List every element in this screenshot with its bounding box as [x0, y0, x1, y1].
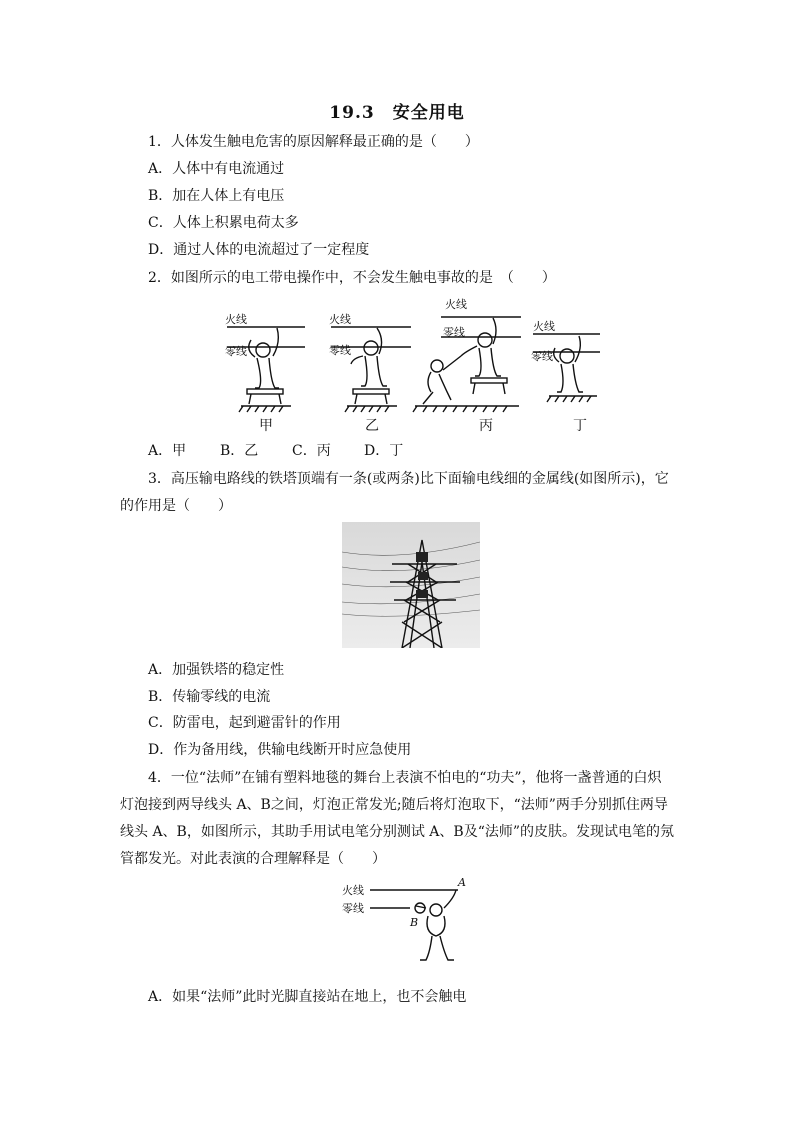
question-1-option-a[interactable]: A．人体中有电流通过: [148, 161, 285, 177]
label-jia: 甲: [259, 418, 273, 434]
magician-live-label: 火线: [342, 884, 364, 897]
bing-live-label: 火线: [445, 298, 467, 311]
question-2-option-a[interactable]: A．甲: [148, 443, 187, 459]
question-1-option-c[interactable]: C．人体上积累电荷太多: [148, 215, 299, 231]
question-1-option-d[interactable]: D．通过人体的电流超过了一定程度: [148, 242, 370, 258]
question-3-stem-line1: 3．高压输电路线的铁塔顶端有一条(或两条)比下面输电线细的金属线(如图所示)，它: [148, 471, 669, 487]
question-4-stem-line1: 4．一位“法师”在铺有塑料地毯的舞台上表演不怕电的“功夫”，他将一盏普通的白炽: [148, 770, 662, 786]
label-bing: 丙: [479, 418, 493, 434]
figure-bing: [413, 317, 521, 412]
question-1-stem: 1．人体发生触电危害的原因解释最正确的是（ ）: [148, 134, 479, 150]
question-3-option-d[interactable]: D．作为备用线，供输电线断开时应急使用: [148, 742, 412, 758]
question-2-option-d[interactable]: D．丁: [364, 443, 404, 459]
magician-neutral-label: 零线: [342, 902, 364, 915]
question-4-stem-line2: 灯泡接到两导线头 A、B之间，灯泡正常发光;随后将灯泡取下，“法师”两手分别抓住两导: [120, 797, 668, 813]
yi-live-label: 火线: [329, 313, 351, 326]
page-title: 19.3 安全用电: [329, 103, 465, 123]
yi-neutral-label: 零线: [329, 344, 351, 357]
question-4-option-a[interactable]: A．如果“法师”此时光脚直接站在地上，也不会触电: [148, 989, 467, 1005]
question-3-option-a[interactable]: A．加强铁塔的稳定性: [148, 662, 285, 678]
ding-live-label: 火线: [533, 320, 555, 333]
label-yi: 乙: [365, 418, 379, 434]
question-2-options: [148, 441, 403, 461]
figure-ding: [533, 334, 600, 402]
question-3-option-b[interactable]: B．传输零线的电流: [148, 689, 271, 705]
bing-neutral-label: 零线: [443, 326, 465, 339]
point-a-label: A: [458, 876, 466, 889]
question-3-stem-line2: 的作用是（ ）: [120, 498, 232, 514]
question-3-option-c[interactable]: C．防雷电，起到避雷针的作用: [148, 715, 341, 731]
jia-live-label: 火线: [225, 313, 247, 326]
point-b-label: B: [410, 916, 419, 929]
jia-neutral-label: 零线: [225, 345, 247, 358]
label-ding: 丁: [573, 418, 587, 434]
question-4-stem-line3: 线头 A、B，如图所示，其助手用试电笔分别测试 A、B及“法师”的皮肤。发现试电笔的氖: [120, 824, 675, 840]
question-2-option-b[interactable]: B．乙: [220, 443, 259, 459]
figure-jia: [227, 327, 305, 412]
question-1-option-b[interactable]: B．加在人体上有电压: [148, 188, 285, 204]
electrician-figure: [215, 292, 605, 437]
question-2-stem: 2．如图所示的电工带电操作中，不会发生触电事故的是 （ ）: [148, 270, 556, 286]
figure-yi: [331, 327, 411, 412]
ding-neutral-label: 零线: [531, 350, 553, 363]
question-4-stem-line4: 管都发光。对此表演的合理解释是（ ）: [120, 851, 386, 867]
transmission-tower-photo: [342, 522, 480, 648]
question-2-option-c[interactable]: C．丙: [292, 443, 331, 459]
magician-figure: [340, 872, 490, 972]
